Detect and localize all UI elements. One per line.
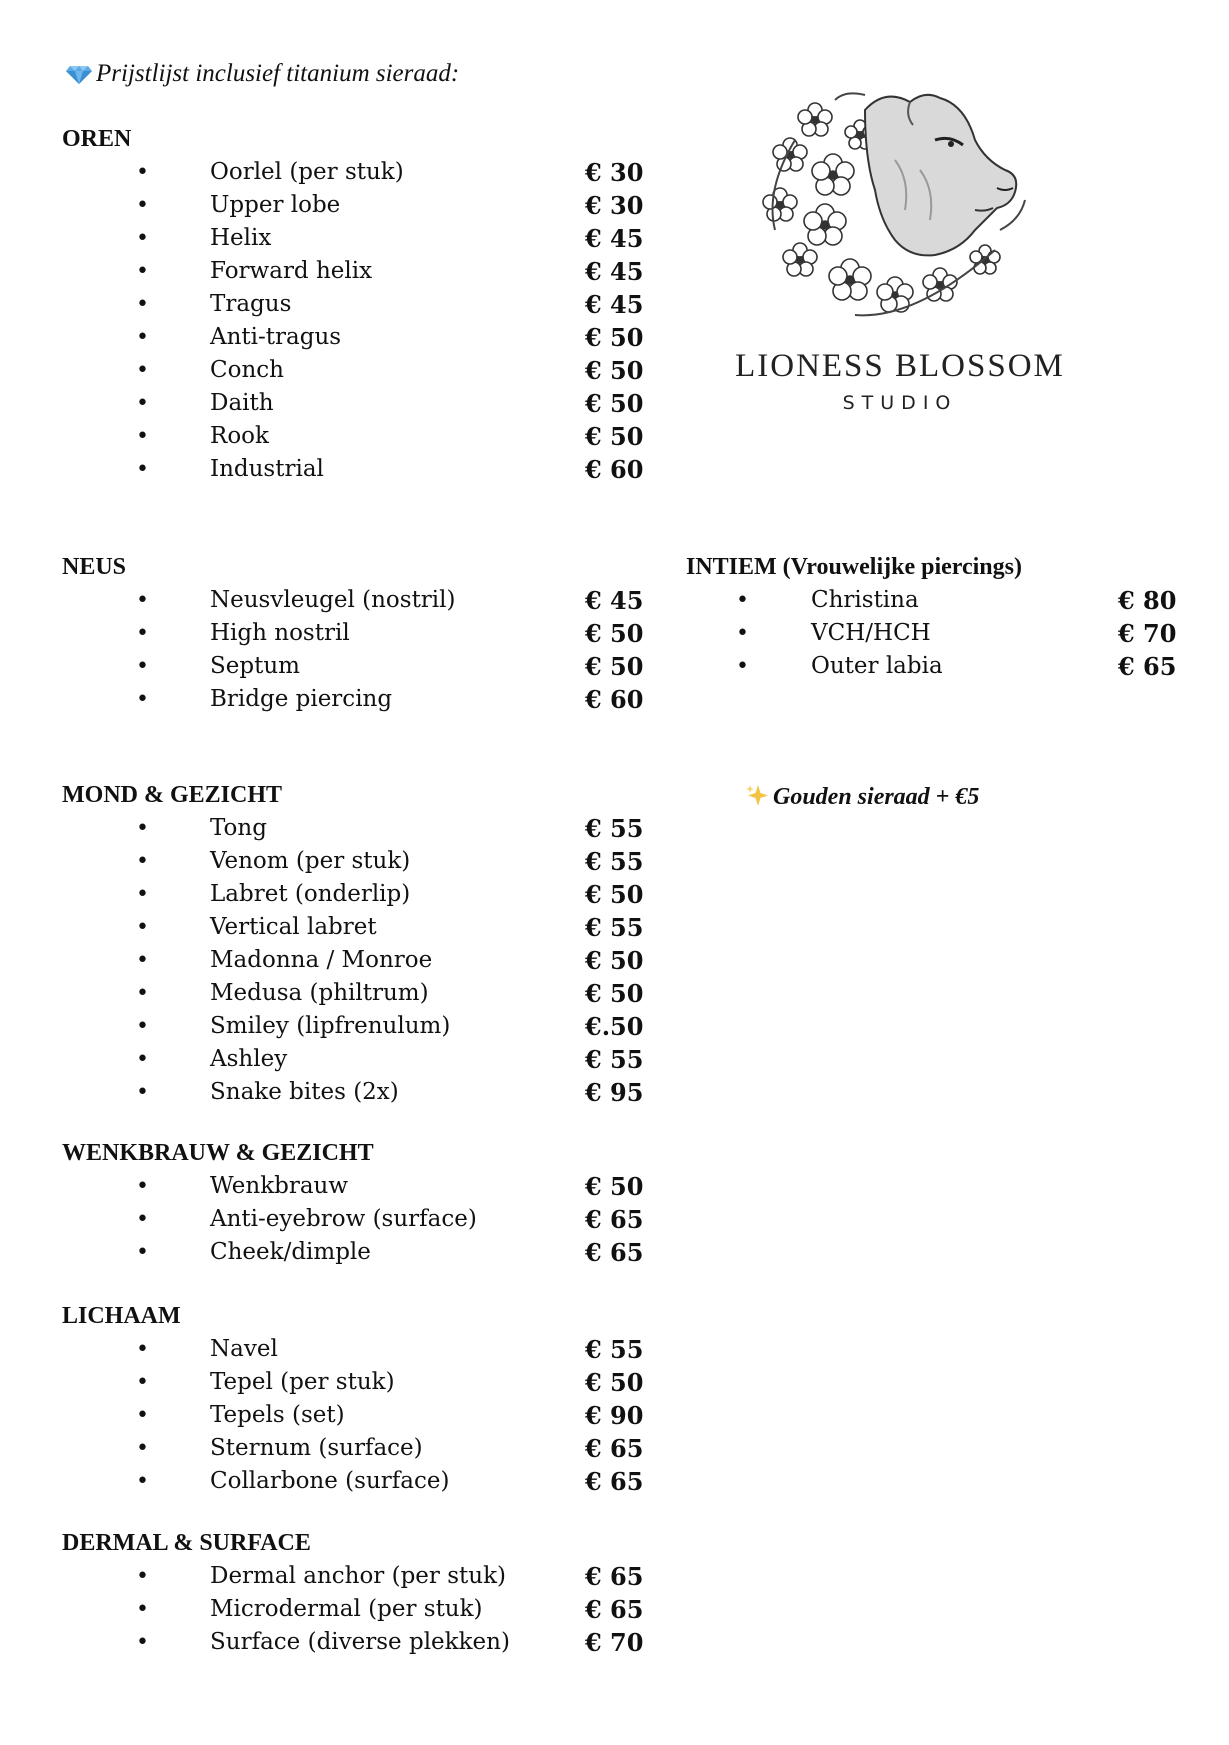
section-wenkbrauw [62, 1140, 644, 1269]
list-item: • Surface (diverse plekken) € 70 [136, 1628, 644, 1657]
item-list [62, 1333, 644, 1498]
list-item: • Septum € 50 [136, 652, 644, 681]
section-title: INTIEM (Vrouwelijke piercings) [686, 554, 1022, 580]
price-list-intro [66, 60, 459, 91]
list-item: • Tong € 55 [136, 814, 644, 843]
gem-icon [66, 63, 92, 91]
list-item: • Labret (onderlip) € 50 [136, 880, 644, 909]
list-item: • Tragus € 45 [136, 290, 644, 319]
list-item: • Christina € 80 [736, 586, 1177, 615]
item-list [62, 1560, 644, 1659]
section-title: OREN [62, 126, 132, 152]
list-item: • High nostril € 50 [136, 619, 644, 648]
list-item: • VCH/HCH € 70 [736, 619, 1177, 648]
intro-text: Prijstlijst inclusief titanium sieraad: [96, 60, 460, 87]
list-item: • Industrial € 60 [136, 455, 644, 484]
list-item: • Bridge piercing € 60 [136, 685, 644, 714]
lioness-illustration [735, 80, 1065, 340]
list-item: • Tepel (per stuk) € 50 [136, 1368, 644, 1397]
list-item: • Daith € 50 [136, 389, 644, 418]
section-lichaam [62, 1303, 644, 1498]
list-item: • Collarbone (surface) € 65 [136, 1467, 644, 1496]
list-item: • Smiley (lipfrenulum) €.50 [136, 1012, 644, 1041]
list-item: • Cheek/dimple € 65 [136, 1238, 644, 1267]
list-item: • Ashley € 55 [136, 1045, 644, 1074]
list-item: • Helix € 45 [136, 224, 644, 253]
list-item: • Anti-eyebrow (surface) € 65 [136, 1205, 644, 1234]
list-item: • Navel € 55 [136, 1335, 644, 1364]
list-item: • Outer labia € 65 [736, 652, 1177, 681]
item-list [686, 584, 1177, 683]
item-list [62, 156, 644, 486]
list-item: • Oorlel (per stuk) € 30 [136, 158, 644, 187]
list-item: • Snake bites (2x) € 95 [136, 1078, 644, 1107]
item-list [62, 1170, 644, 1269]
section-intiem [686, 554, 1177, 683]
list-item: • Wenkbrauw € 50 [136, 1172, 644, 1201]
section-oren [62, 126, 644, 486]
item-list [62, 812, 644, 1109]
list-item: • Upper lobe € 30 [136, 191, 644, 220]
list-item: • Madonna / Monroe € 50 [136, 946, 644, 975]
logo-subtitle: STUDIO [842, 392, 958, 414]
list-item: • Neusvleugel (nostril) € 45 [136, 586, 644, 615]
list-item: • Tepels (set) € 90 [136, 1401, 644, 1430]
section-title: WENKBRAUW & GEZICHT [62, 1140, 374, 1166]
section-title: DERMAL & SURFACE [62, 1530, 311, 1556]
list-item: • Forward helix € 45 [136, 257, 644, 286]
section-title: MOND & GEZICHT [62, 782, 283, 808]
logo-name: LIONESS BLOSSOM [735, 348, 1065, 384]
list-item: • Conch € 50 [136, 356, 644, 385]
list-item: • Rook € 50 [136, 422, 644, 451]
section-title: LICHAAM [62, 1303, 181, 1329]
gold-jewelry-note [745, 783, 979, 814]
item-list [62, 584, 644, 716]
list-item: • Medusa (philtrum) € 50 [136, 979, 644, 1008]
section-title: NEUS [62, 554, 127, 580]
list-item: • Anti-tragus € 50 [136, 323, 644, 352]
list-item: • Dermal anchor (per stuk) € 65 [136, 1562, 644, 1591]
list-item: • Sternum (surface) € 65 [136, 1434, 644, 1463]
list-item: • Vertical labret € 55 [136, 913, 644, 942]
sparkle-icon [745, 783, 769, 814]
section-neus [62, 554, 644, 716]
gold-note-text: Gouden sieraad + €5 [773, 784, 980, 810]
section-dermal [62, 1530, 644, 1659]
section-mond [62, 782, 644, 1109]
studio-logo [735, 80, 1065, 430]
list-item: • Microdermal (per stuk) € 65 [136, 1595, 644, 1624]
list-item: • Venom (per stuk) € 55 [136, 847, 644, 876]
